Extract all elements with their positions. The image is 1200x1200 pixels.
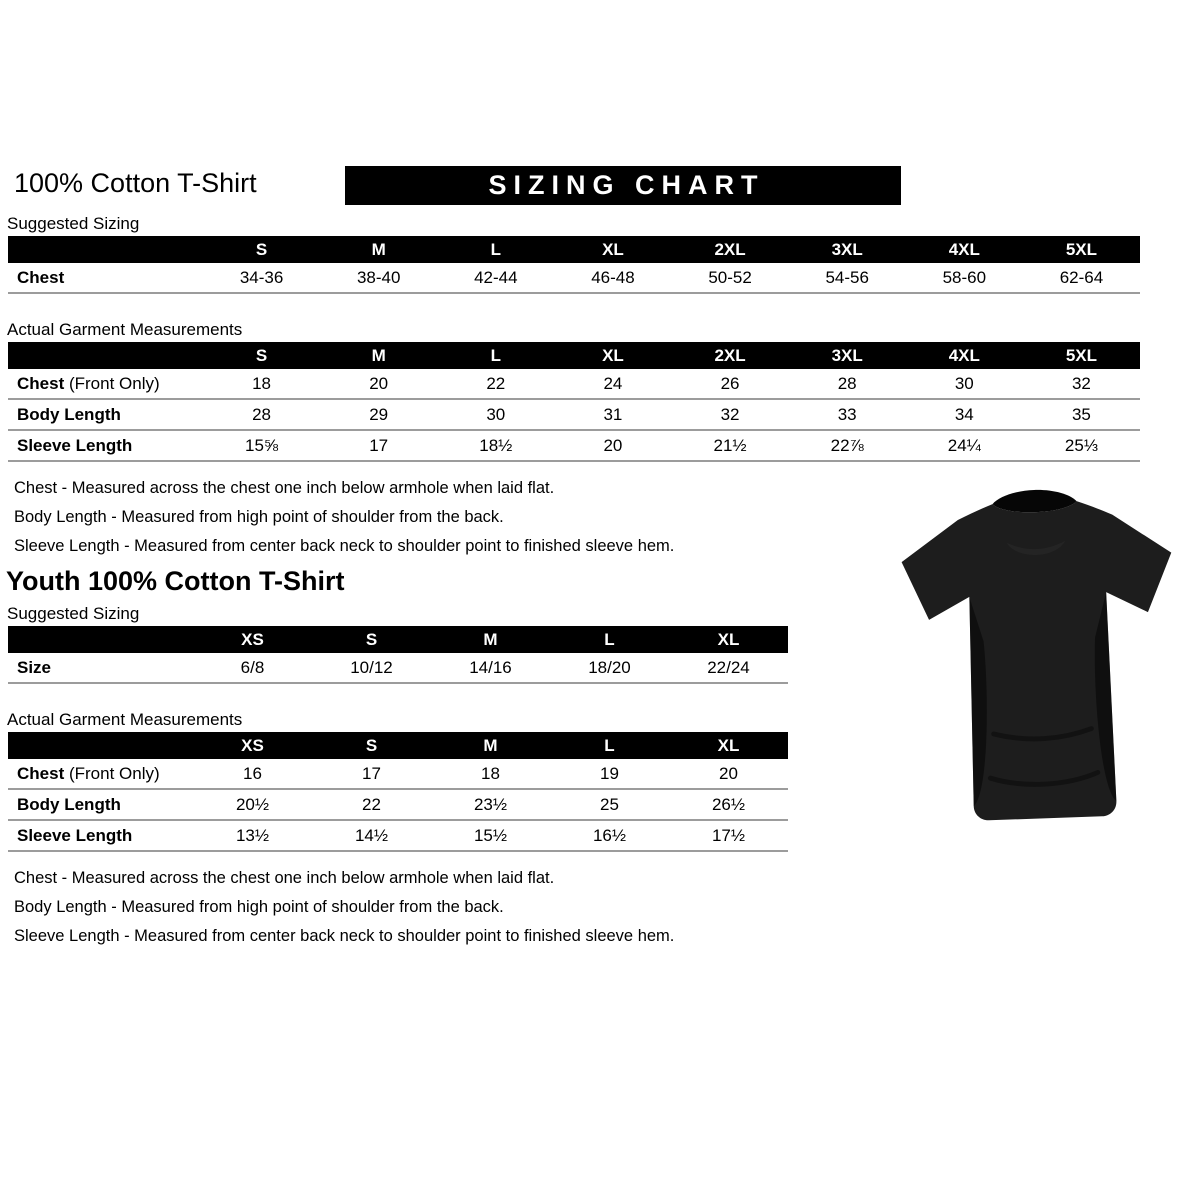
size-header-row [8, 342, 1140, 369]
value-cell: 46-48 [554, 263, 671, 293]
value-cell: 18 [203, 369, 320, 399]
value-cell: 30 [906, 369, 1023, 399]
header-block [0, 166, 1200, 208]
row-label-main: Chest [17, 373, 65, 393]
note-body-length: Body Length - Measured from high point of shoulder from the back. [14, 508, 504, 526]
note-body-length: Body Length - Measured from high point of shoulder from the back. [14, 898, 504, 916]
row-label [8, 653, 193, 683]
size-header: L [550, 732, 669, 759]
size-header: 4XL [906, 342, 1023, 369]
value-cell: 42-44 [437, 263, 554, 293]
table-row [8, 399, 1140, 430]
value-cell: 16 [193, 759, 312, 789]
corner-cell [8, 626, 193, 653]
adult-suggested-table [8, 236, 1140, 294]
size-header: XS [193, 626, 312, 653]
size-header-row [8, 732, 788, 759]
value-cell: 26½ [669, 789, 788, 820]
table-row [8, 820, 788, 851]
adult-actual-table [8, 342, 1140, 462]
value-cell: 16½ [550, 820, 669, 851]
value-cell: 34-36 [203, 263, 320, 293]
note-sleeve-length: Sleeve Length - Measured from center back neck to shoulder point to finished sleeve hem. [14, 927, 675, 945]
value-cell: 13½ [193, 820, 312, 851]
note-sleeve-length: Sleeve Length - Measured from center back neck to shoulder point to finished sleeve hem. [14, 537, 675, 555]
row-label [8, 430, 203, 461]
size-header: L [550, 626, 669, 653]
value-cell: 24¼ [906, 430, 1023, 461]
table-row [8, 759, 788, 789]
value-cell: 14/16 [431, 653, 550, 683]
value-cell: 24 [554, 369, 671, 399]
value-cell: 25⅓ [1023, 430, 1140, 461]
value-cell: 50-52 [672, 263, 789, 293]
row-label-main: Body Length [17, 404, 121, 424]
size-header: 3XL [789, 236, 906, 263]
size-header: XL [554, 342, 671, 369]
size-header: L [437, 236, 554, 263]
value-cell: 30 [437, 399, 554, 430]
value-cell: 22⅞ [789, 430, 906, 461]
note-chest: Chest - Measured across the chest one inch below armhole when laid flat. [14, 869, 555, 887]
value-cell: 22/24 [669, 653, 788, 683]
value-cell: 19 [550, 759, 669, 789]
value-cell: 18/20 [550, 653, 669, 683]
youth-notes [14, 868, 1200, 946]
value-cell: 25 [550, 789, 669, 820]
corner-cell [8, 236, 203, 263]
sizing-chart-banner-text: SIZING CHART [488, 170, 765, 200]
row-label [8, 820, 193, 851]
value-cell: 58-60 [906, 263, 1023, 293]
size-header: 4XL [906, 236, 1023, 263]
row-label-suffix: (Front Only) [64, 763, 160, 783]
value-cell: 14½ [312, 820, 431, 851]
value-cell: 62-64 [1023, 263, 1140, 293]
table-row [8, 430, 1140, 461]
row-label-main: Body Length [17, 794, 121, 814]
size-header: 5XL [1023, 236, 1140, 263]
value-cell: 22 [437, 369, 554, 399]
value-cell: 26 [672, 369, 789, 399]
row-label [8, 263, 203, 293]
size-header: L [437, 342, 554, 369]
table-row [8, 789, 788, 820]
adult-title: 100% Cotton T-Shirt [14, 168, 257, 198]
value-cell: 10/12 [312, 653, 431, 683]
adult-suggested-heading: Suggested Sizing [7, 214, 140, 233]
size-header: S [203, 236, 320, 263]
table-row [8, 369, 1140, 399]
value-cell: 29 [320, 399, 437, 430]
value-cell: 38-40 [320, 263, 437, 293]
table-row [8, 263, 1140, 293]
row-label [8, 399, 203, 430]
size-header: 2XL [672, 342, 789, 369]
value-cell: 28 [203, 399, 320, 430]
value-cell: 15½ [431, 820, 550, 851]
value-cell: 20 [669, 759, 788, 789]
value-cell: 6/8 [193, 653, 312, 683]
row-label-main: Size [17, 657, 52, 677]
youth-actual-table [8, 732, 788, 852]
size-header: XL [669, 626, 788, 653]
value-cell: 34 [906, 399, 1023, 430]
size-header: 2XL [672, 236, 789, 263]
value-cell: 23½ [431, 789, 550, 820]
value-cell: 18½ [437, 430, 554, 461]
value-cell: 20½ [193, 789, 312, 820]
size-header: 5XL [1023, 342, 1140, 369]
size-header: M [431, 732, 550, 759]
row-label [8, 369, 203, 399]
youth-suggested-heading: Suggested Sizing [7, 604, 140, 623]
size-header: M [320, 342, 437, 369]
row-label [8, 789, 193, 820]
adult-actual-heading: Actual Garment Measurements [7, 320, 243, 339]
row-label [8, 759, 193, 789]
size-header: S [203, 342, 320, 369]
corner-cell [8, 732, 193, 759]
table-row [8, 653, 788, 683]
size-header: M [431, 626, 550, 653]
value-cell: 35 [1023, 399, 1140, 430]
value-cell: 21½ [672, 430, 789, 461]
youth-suggested-table [8, 626, 788, 684]
size-header: S [312, 732, 431, 759]
corner-cell [8, 342, 203, 369]
sizing-chart-banner [345, 166, 901, 205]
size-header: XS [193, 732, 312, 759]
row-label-main: Sleeve Length [17, 435, 133, 455]
youth-actual-heading: Actual Garment Measurements [7, 710, 243, 729]
value-cell: 18 [431, 759, 550, 789]
value-cell: 20 [554, 430, 671, 461]
value-cell: 17½ [669, 820, 788, 851]
value-cell: 31 [554, 399, 671, 430]
row-label-main: Sleeve Length [17, 825, 133, 845]
value-cell: 54-56 [789, 263, 906, 293]
black-tshirt-image [886, 478, 1194, 840]
value-cell: 28 [789, 369, 906, 399]
value-cell: 32 [1023, 369, 1140, 399]
value-cell: 15⅝ [203, 430, 320, 461]
size-header-row [8, 236, 1140, 263]
size-header: XL [554, 236, 671, 263]
youth-title: Youth 100% Cotton T-Shirt [6, 566, 345, 596]
value-cell: 32 [672, 399, 789, 430]
value-cell: 17 [312, 759, 431, 789]
value-cell: 22 [312, 789, 431, 820]
value-cell: 33 [789, 399, 906, 430]
size-header-row [8, 626, 788, 653]
value-cell: 17 [320, 430, 437, 461]
size-header: XL [669, 732, 788, 759]
row-label-main: Chest [17, 763, 65, 783]
size-header: M [320, 236, 437, 263]
row-label-main: Chest [17, 267, 65, 287]
row-label-suffix: (Front Only) [64, 373, 160, 393]
size-header: 3XL [789, 342, 906, 369]
value-cell: 20 [320, 369, 437, 399]
note-chest: Chest - Measured across the chest one inch below armhole when laid flat. [14, 479, 555, 497]
size-header: S [312, 626, 431, 653]
